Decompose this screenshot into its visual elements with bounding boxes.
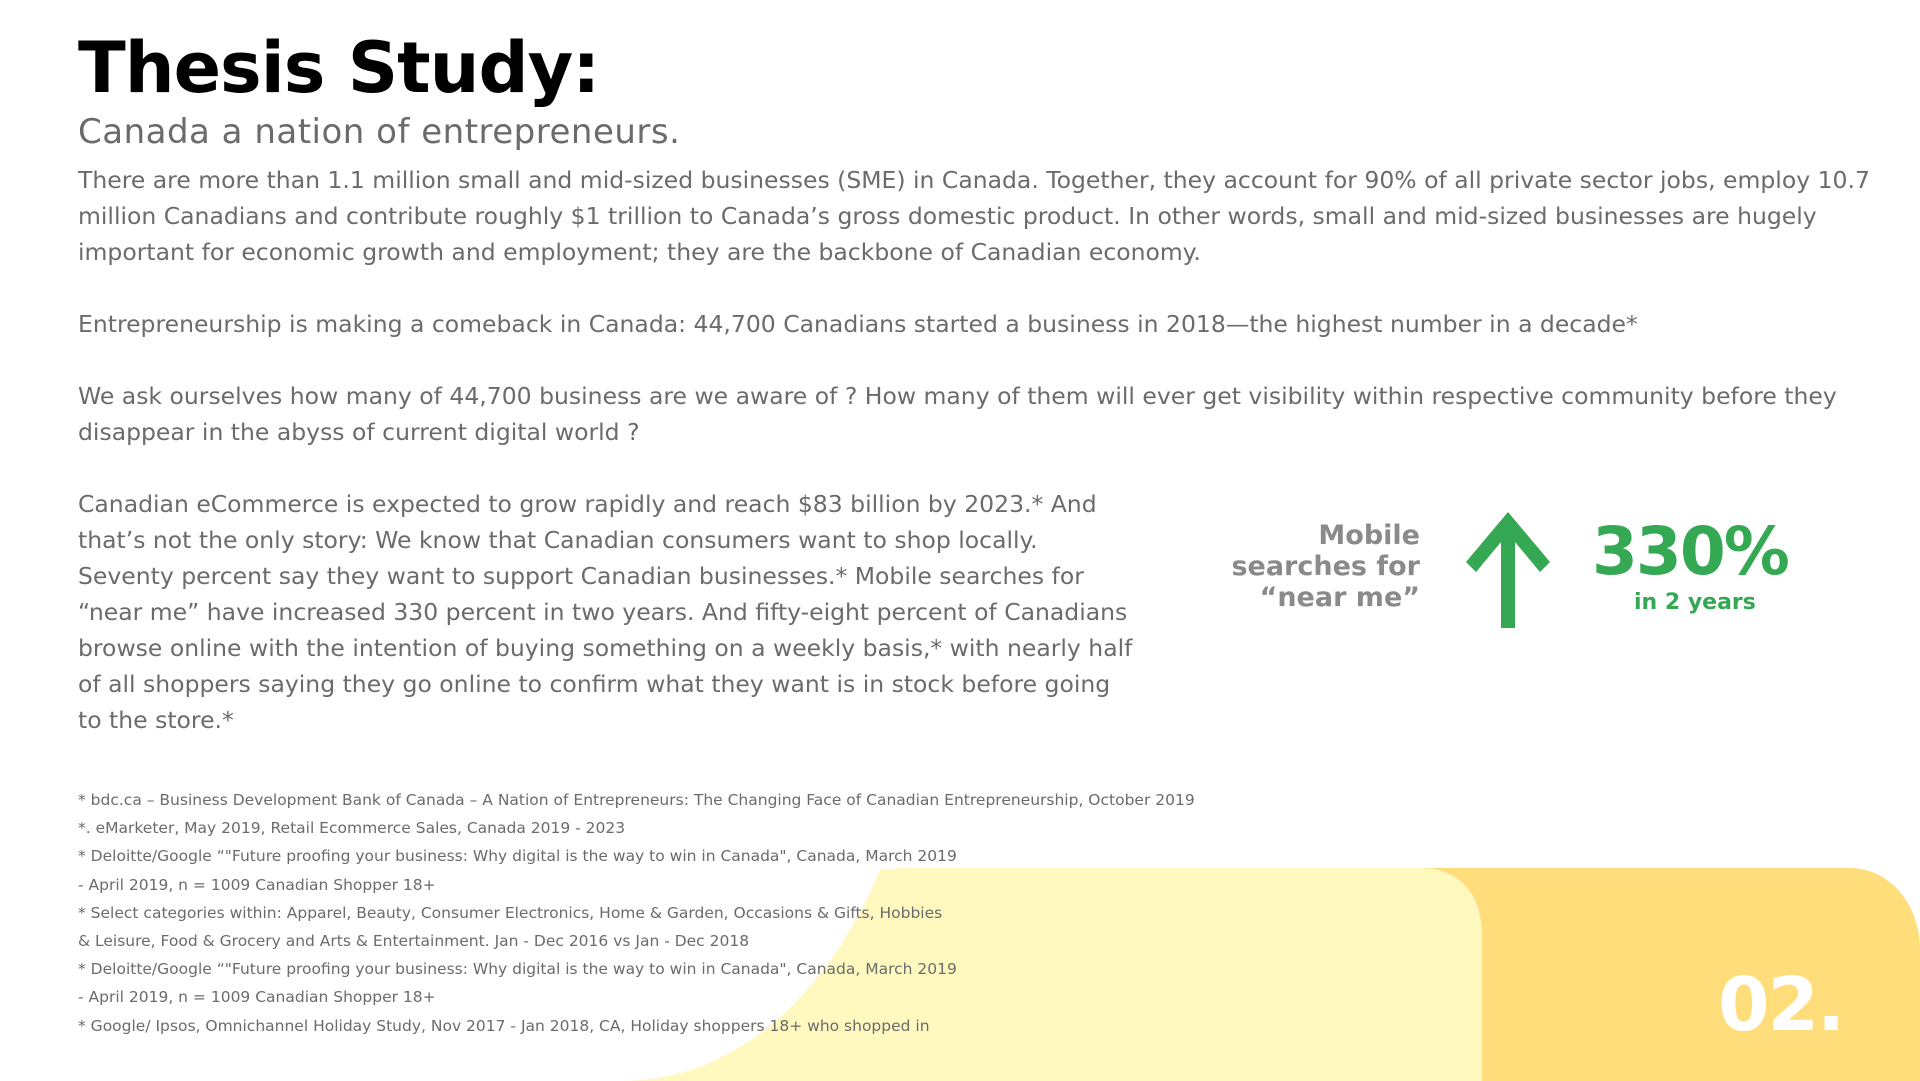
footnote: * Select categories within: Apparel, Beauty, Consumer Electronics, Home & Garden, Occasions & Gifts, Hobbies (78, 903, 943, 922)
slide-title: Thesis Study: (78, 27, 600, 109)
stat-label-line: searches for (1231, 551, 1420, 582)
footnote: * Deloitte/Google “"Future proofing your business: Why digital is the way to win in Canada", Canada, March 2019 (78, 847, 957, 866)
footnotes-list (78, 786, 1195, 1040)
footnote: *. eMarketer, May 2019, Retail Ecommerce Sales, Canada 2019 - 2023 (78, 819, 626, 838)
paragraph-ecommerce-growth: Canadian eCommerce is expected to grow rapidly and reach $83 billion by 2023.* And that’s not the only story: We know that Canadian consumers want to shop locally. Seventy percent say they want to support Canadian businesses.* Mobile searches for “near me” have increased 330 percent in two years. And fifty-eight percent of Canadians browse online with the intention of buying something on a weekly basis,* with nearly half of all shoppers saying they go online to confirm what they want is in stock before going to the store.* (78, 490, 1133, 734)
arrow-up-icon (1460, 508, 1556, 628)
stat-label-line: Mobile (1318, 520, 1420, 551)
footnote: * bdc.ca – Business Development Bank of Canada – A Nation of Entrepreneurs: The Changing Face of Canadian Entrepreneurship, October 2019 (78, 791, 1195, 809)
stat-label (1200, 520, 1420, 613)
paragraph-visibility-question: We ask ourselves how many of 44,700 business are we aware of ? How many of them will ever get visibility within respective community before they disappear in the abyss of current digital world ? (78, 382, 1837, 446)
paragraph-entrepreneurship-comeback: Entrepreneurship is making a comeback in Canada: 44,700 Canadians started a business in 2018—the highest number in a decade* (78, 310, 1638, 338)
footnote: - April 2019, n = 1009 Canadian Shopper 18+ (78, 875, 436, 894)
stat-value: 330% (1592, 513, 1788, 590)
page-number: 02. (1718, 962, 1844, 1048)
stat-label-line: “near me” (1259, 582, 1420, 613)
footnote: & Leisure, Food & Grocery and Arts & Entertainment. Jan - Dec 2016 vs Jan - Dec 2018 (78, 932, 750, 951)
stat-caption: in 2 years (1634, 590, 1756, 615)
footnote: * Google/ Ipsos, Omnichannel Holiday Study, Nov 2017 - Jan 2018, CA, Holiday shoppers 18+ who shopped in (78, 1016, 930, 1035)
slide-subtitle: Canada a nation of entrepreneurs. (78, 112, 681, 152)
paragraph-sme-overview: There are more than 1.1 million small and mid-sized businesses (SME) in Canada. Together, they account for 90% of all private sector jobs, employ 10.7 million Canadians and contribute roughly $1 trillion to Canada’s gross domestic product. In other words, small and mid-sized businesses are hugely important for economic growth and employment; they are the backbone of Canadian economy. (78, 166, 1870, 266)
footnote: - April 2019, n = 1009 Canadian Shopper 18+ (78, 988, 436, 1007)
footnote: * Deloitte/Google “"Future proofing your business: Why digital is the way to win in Canada", Canada, March 2019 (78, 960, 957, 979)
